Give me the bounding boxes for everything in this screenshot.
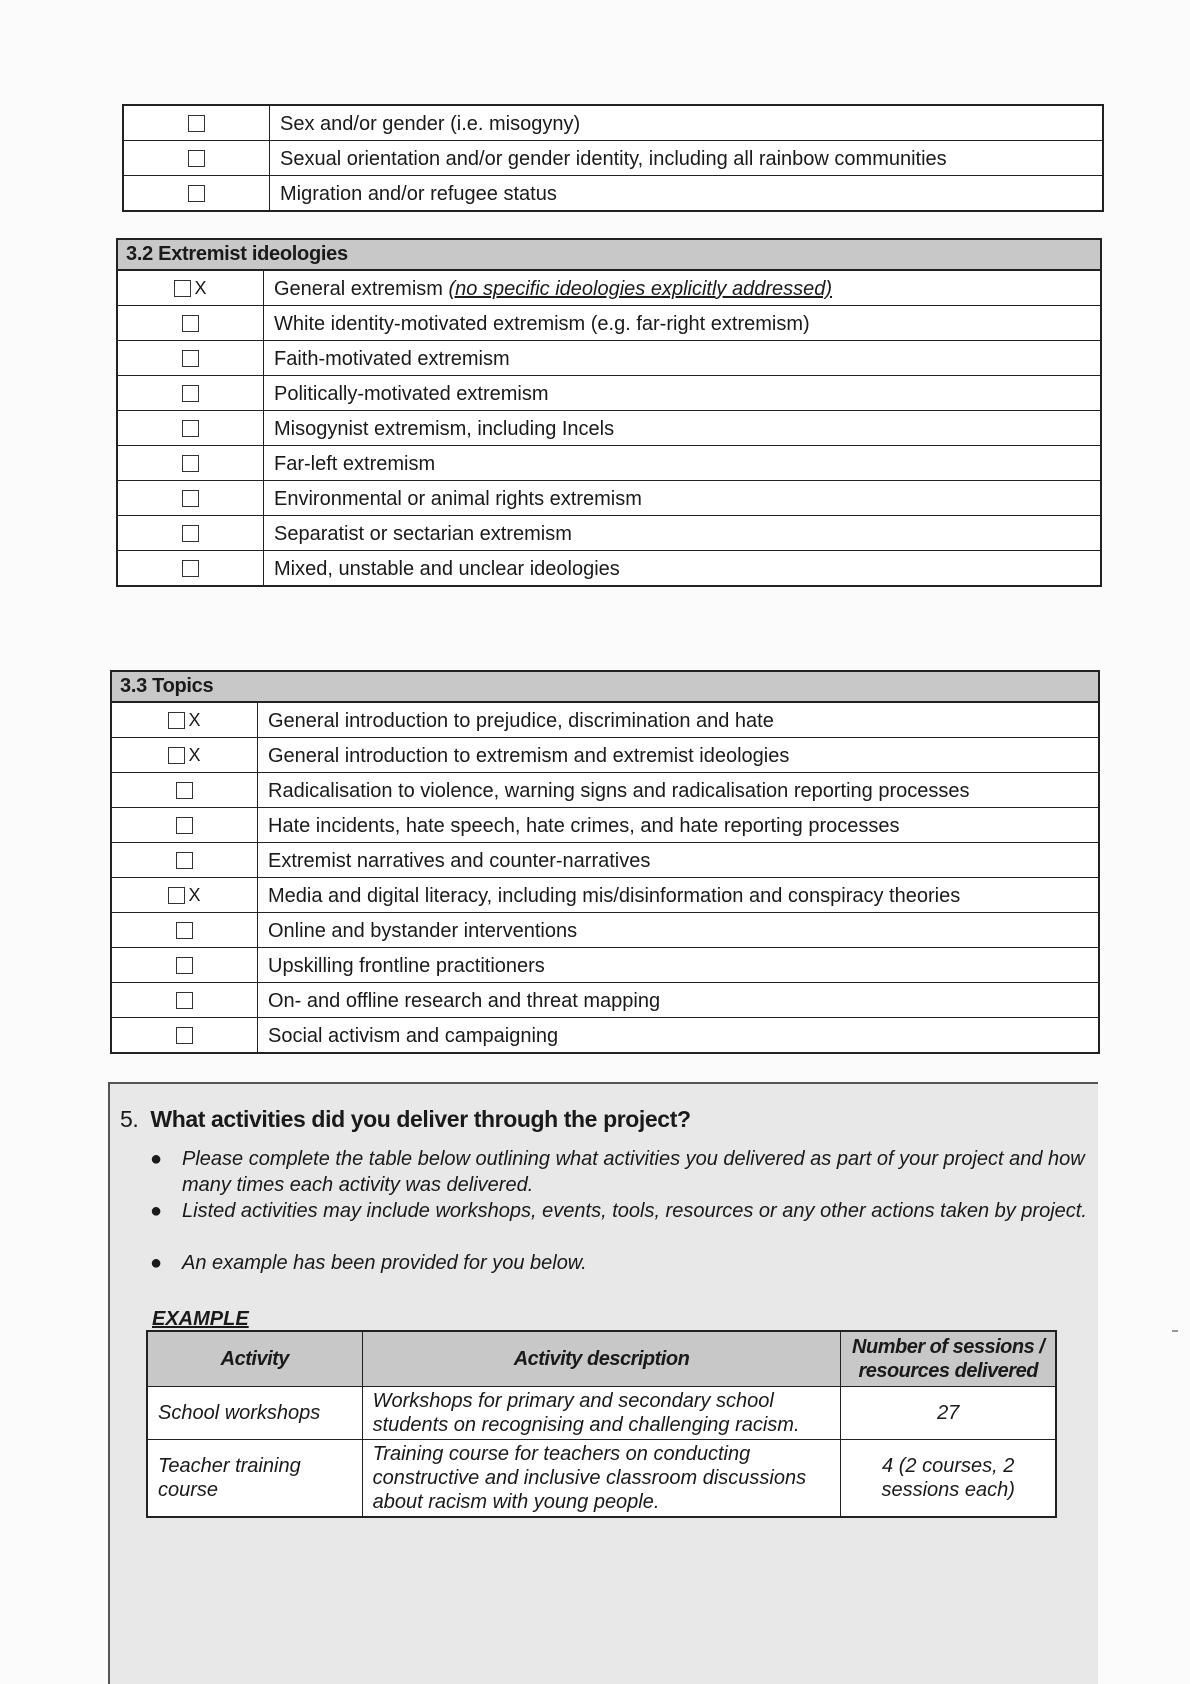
checklist-row — [112, 772, 1098, 807]
checklist-row — [118, 270, 1100, 305]
checklist-row — [112, 947, 1098, 982]
column-header-description: Activity description — [362, 1331, 841, 1387]
row-label: General introduction to prejudice, discrimination and hate — [268, 710, 774, 732]
column-header-sessions: Number of sessions / resources delivered — [841, 1331, 1056, 1387]
checklist-row — [112, 877, 1098, 912]
checked-mark: X — [194, 278, 207, 298]
section-heading: 3.3 Topics — [112, 672, 1098, 702]
table-header-row — [147, 1331, 1056, 1387]
checked-mark: X — [188, 885, 201, 905]
bullet-icon: ● — [150, 1200, 163, 1222]
checkbox[interactable] — [182, 560, 199, 577]
checklist-row — [112, 842, 1098, 877]
sessions-cell: 4 (2 courses, 2 sessions each) — [841, 1440, 1056, 1518]
table-row — [147, 1387, 1056, 1440]
checklist-row — [112, 702, 1098, 737]
row-label: Media and digital literacy, including mis/disinformation and conspiracy theories — [268, 885, 961, 907]
checkbox[interactable] — [168, 712, 185, 729]
description-cell: Training course for teachers on conducting constructive and inclusive classroom discussions about racism with young people. — [362, 1440, 841, 1518]
row-label: Sex and/or gender (i.e. misogyny) — [280, 113, 581, 135]
description-cell: Workshops for primary and secondary school students on recognising and challenging racism. — [362, 1387, 841, 1440]
top-checklist-table — [122, 104, 1104, 212]
checklist-row — [112, 912, 1098, 947]
checkbox[interactable] — [168, 747, 185, 764]
row-label: Environmental or animal rights extremism — [274, 488, 642, 510]
row-note: (no specific ideologies explicitly addressed) — [448, 278, 833, 300]
row-label: Online and bystander interventions — [268, 920, 578, 942]
table-row — [147, 1440, 1056, 1518]
activities-section — [108, 1082, 1098, 1684]
checkbox[interactable] — [182, 490, 199, 507]
checkbox[interactable] — [182, 350, 199, 367]
checkbox[interactable] — [182, 315, 199, 332]
row-label: Politically-motivated extremism — [274, 383, 549, 405]
row-label: On- and offline research and threat mapping — [268, 990, 661, 1012]
row-label: Migration and/or refugee status — [280, 183, 557, 205]
checklist-row — [118, 375, 1100, 410]
checklist-row — [112, 1017, 1098, 1052]
row-label: Separatist or sectarian extremism — [274, 523, 572, 545]
section-heading: 3.2 Extremist ideologies — [118, 240, 1100, 270]
checklist-row — [112, 737, 1098, 772]
checklist-row — [112, 807, 1098, 842]
checkbox[interactable] — [176, 852, 193, 869]
checkbox[interactable] — [168, 887, 185, 904]
row-label: Radicalisation to violence, warning signs and radicalisation reporting processes — [268, 780, 970, 802]
checklist-row — [112, 982, 1098, 1017]
row-label: Sexual orientation and/or gender identity, including all rainbow communities — [280, 148, 947, 170]
question-heading — [120, 1106, 691, 1133]
row-label: Social activism and campaigning — [268, 1025, 559, 1047]
checkbox[interactable] — [176, 782, 193, 799]
extremist-ideologies-table — [116, 238, 1102, 587]
example-activities-table — [146, 1330, 1057, 1518]
checklist-row — [118, 445, 1100, 480]
row-label: General introduction to extremism and extremist ideologies — [268, 745, 790, 767]
row-label: Far-left extremism — [274, 453, 436, 475]
row-label: Hate incidents, hate speech, hate crimes, and hate reporting processes — [268, 815, 900, 837]
sessions-cell: 27 — [841, 1387, 1056, 1440]
row-label: Extremist narratives and counter-narratives — [268, 850, 651, 872]
checkbox[interactable] — [188, 115, 205, 132]
checklist-row — [124, 106, 1102, 140]
example-label: EXAMPLE — [152, 1308, 249, 1330]
checkbox[interactable] — [176, 992, 193, 1009]
checklist-row — [118, 480, 1100, 515]
checklist-row — [118, 515, 1100, 550]
row-label: Upskilling frontline practitioners — [268, 955, 545, 977]
checked-mark: X — [188, 710, 201, 730]
checklist-row — [118, 550, 1100, 585]
checklist-row — [118, 305, 1100, 340]
checkbox[interactable] — [188, 185, 205, 202]
instruction-bullet: ● Please complete the table below outlining what activities you delivered as part of your project and how many times each activity was delivered. — [150, 1148, 1085, 1196]
question-number: 5. — [120, 1106, 139, 1132]
checklist-row — [118, 340, 1100, 375]
checkbox[interactable] — [176, 817, 193, 834]
checkbox[interactable] — [182, 455, 199, 472]
instruction-bullet: ● Listed activities may include workshops, events, tools, resources or any other actions taken by project. — [150, 1200, 1087, 1222]
row-label: General extremism — [274, 278, 443, 300]
row-label: White identity-motivated extremism (e.g. far-right extremism) — [274, 313, 810, 335]
checkbox[interactable] — [182, 420, 199, 437]
checkbox[interactable] — [174, 280, 191, 297]
checkbox[interactable] — [188, 150, 205, 167]
checkbox[interactable] — [182, 525, 199, 542]
column-header-activity: Activity — [147, 1331, 362, 1387]
row-label: Misogynist extremism, including Incels — [274, 418, 615, 440]
question-text: What activities did you deliver through the project? — [150, 1106, 691, 1132]
checklist-row — [118, 410, 1100, 445]
row-label: Mixed, unstable and unclear ideologies — [274, 558, 620, 580]
activity-cell: Teacher training course — [147, 1440, 362, 1518]
checkbox[interactable] — [176, 957, 193, 974]
checklist-row — [124, 175, 1102, 210]
checklist-row — [124, 140, 1102, 175]
checkbox[interactable] — [176, 922, 193, 939]
row-label: Faith-motivated extremism — [274, 348, 510, 370]
checkbox[interactable] — [182, 385, 199, 402]
scan-mark — [1172, 1330, 1178, 1332]
checkbox[interactable] — [176, 1027, 193, 1044]
activity-cell: School workshops — [147, 1387, 362, 1440]
topics-table — [110, 670, 1100, 1054]
checked-mark: X — [188, 745, 201, 765]
instruction-bullet: ● An example has been provided for you below. — [150, 1252, 587, 1274]
bullet-icon: ● — [150, 1252, 163, 1274]
bullet-icon: ● — [150, 1148, 163, 1170]
